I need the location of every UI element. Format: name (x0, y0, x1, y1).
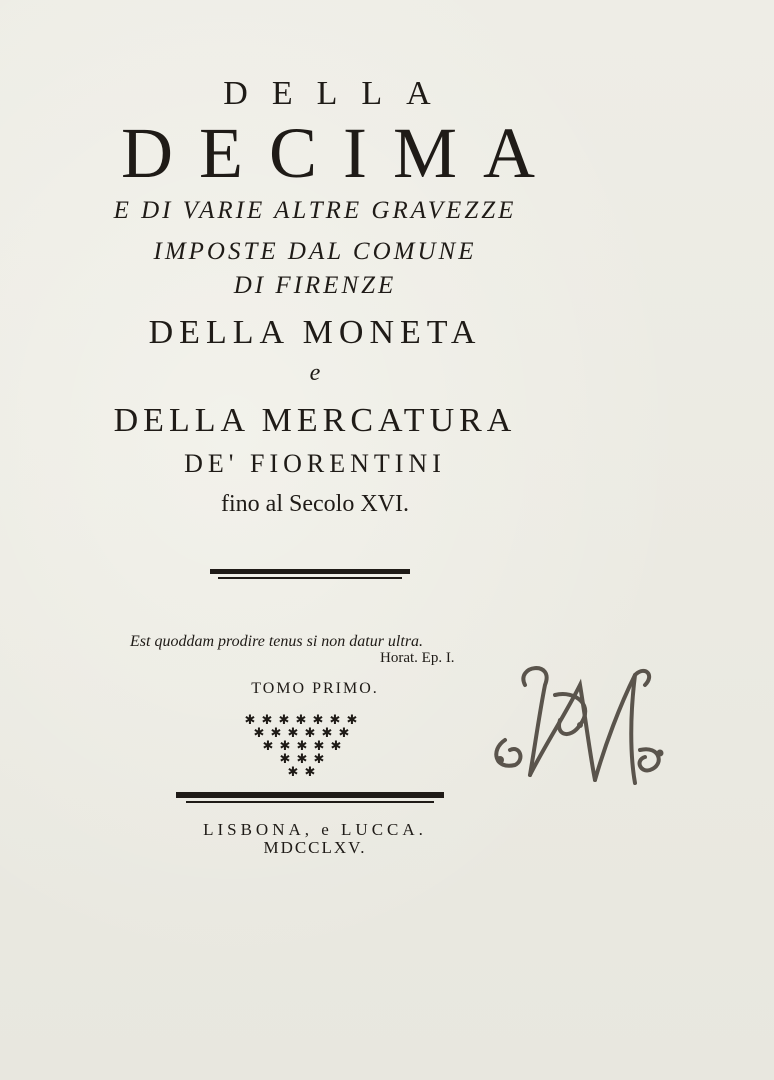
svg-text:✱: ✱ (253, 726, 265, 741)
title-line-secolo: fino al Secolo XVI. (221, 491, 409, 517)
svg-text:✱: ✱ (304, 765, 316, 780)
svg-text:✱: ✱ (304, 726, 316, 741)
divider-rule-bottom (176, 792, 444, 798)
svg-text:✱: ✱ (313, 752, 325, 767)
imprint-year: MDCCLXV. (263, 838, 367, 857)
svg-text:✱: ✱ (296, 752, 308, 767)
title-line-della: DELLA (223, 75, 455, 112)
title-line-moneta: DELLA MONETA (148, 314, 482, 351)
monogram-stamp-icon (485, 655, 670, 790)
svg-text:✱: ✱ (295, 713, 307, 728)
svg-text:✱: ✱ (312, 713, 324, 728)
svg-text:✱: ✱ (321, 726, 333, 741)
title-line-mercatura: DELLA MERCATURA (113, 402, 517, 439)
svg-text:✱: ✱ (287, 765, 299, 780)
svg-text:✱: ✱ (287, 726, 299, 741)
svg-text:✱: ✱ (279, 739, 291, 754)
subtitle-line-3: DI FIRENZE (233, 272, 397, 299)
title-line-fiorentini: DE' FIORENTINI (184, 449, 446, 478)
asterisk-fleuron-icon (240, 712, 370, 784)
divider-rule-top (210, 569, 410, 574)
svg-text:✱: ✱ (262, 739, 274, 754)
svg-text:✱: ✱ (330, 739, 342, 754)
svg-text:✱: ✱ (244, 713, 256, 728)
epigraph-attribution: Horat. Ep. I. (380, 650, 455, 666)
epigraph-motto: Est quoddam prodire tenus si non datur ultra. (130, 633, 424, 650)
svg-text:✱: ✱ (338, 726, 350, 741)
imprint-place: LISBONA, e LUCCA. (203, 820, 427, 839)
subtitle-line-2: IMPOSTE DAL COMUNE (153, 238, 477, 265)
title-conjunction: e (309, 360, 321, 386)
divider-rule-bottom-thin (186, 801, 434, 803)
divider-rule-top-thin (218, 577, 402, 579)
title-line-decima: DECIMA (121, 113, 561, 193)
svg-text:✱: ✱ (270, 726, 282, 741)
svg-text:✱: ✱ (346, 713, 358, 728)
svg-text:✱: ✱ (261, 713, 273, 728)
subtitle-line-1: E DI VARIE ALTRE GRAVEZZE (113, 197, 517, 224)
volume-label: TOMO PRIMO. (251, 680, 379, 697)
svg-text:✱: ✱ (296, 739, 308, 754)
svg-text:✱: ✱ (329, 713, 341, 728)
svg-text:✱: ✱ (278, 713, 290, 728)
svg-text:✱: ✱ (313, 739, 325, 754)
svg-text:✱: ✱ (279, 752, 291, 767)
